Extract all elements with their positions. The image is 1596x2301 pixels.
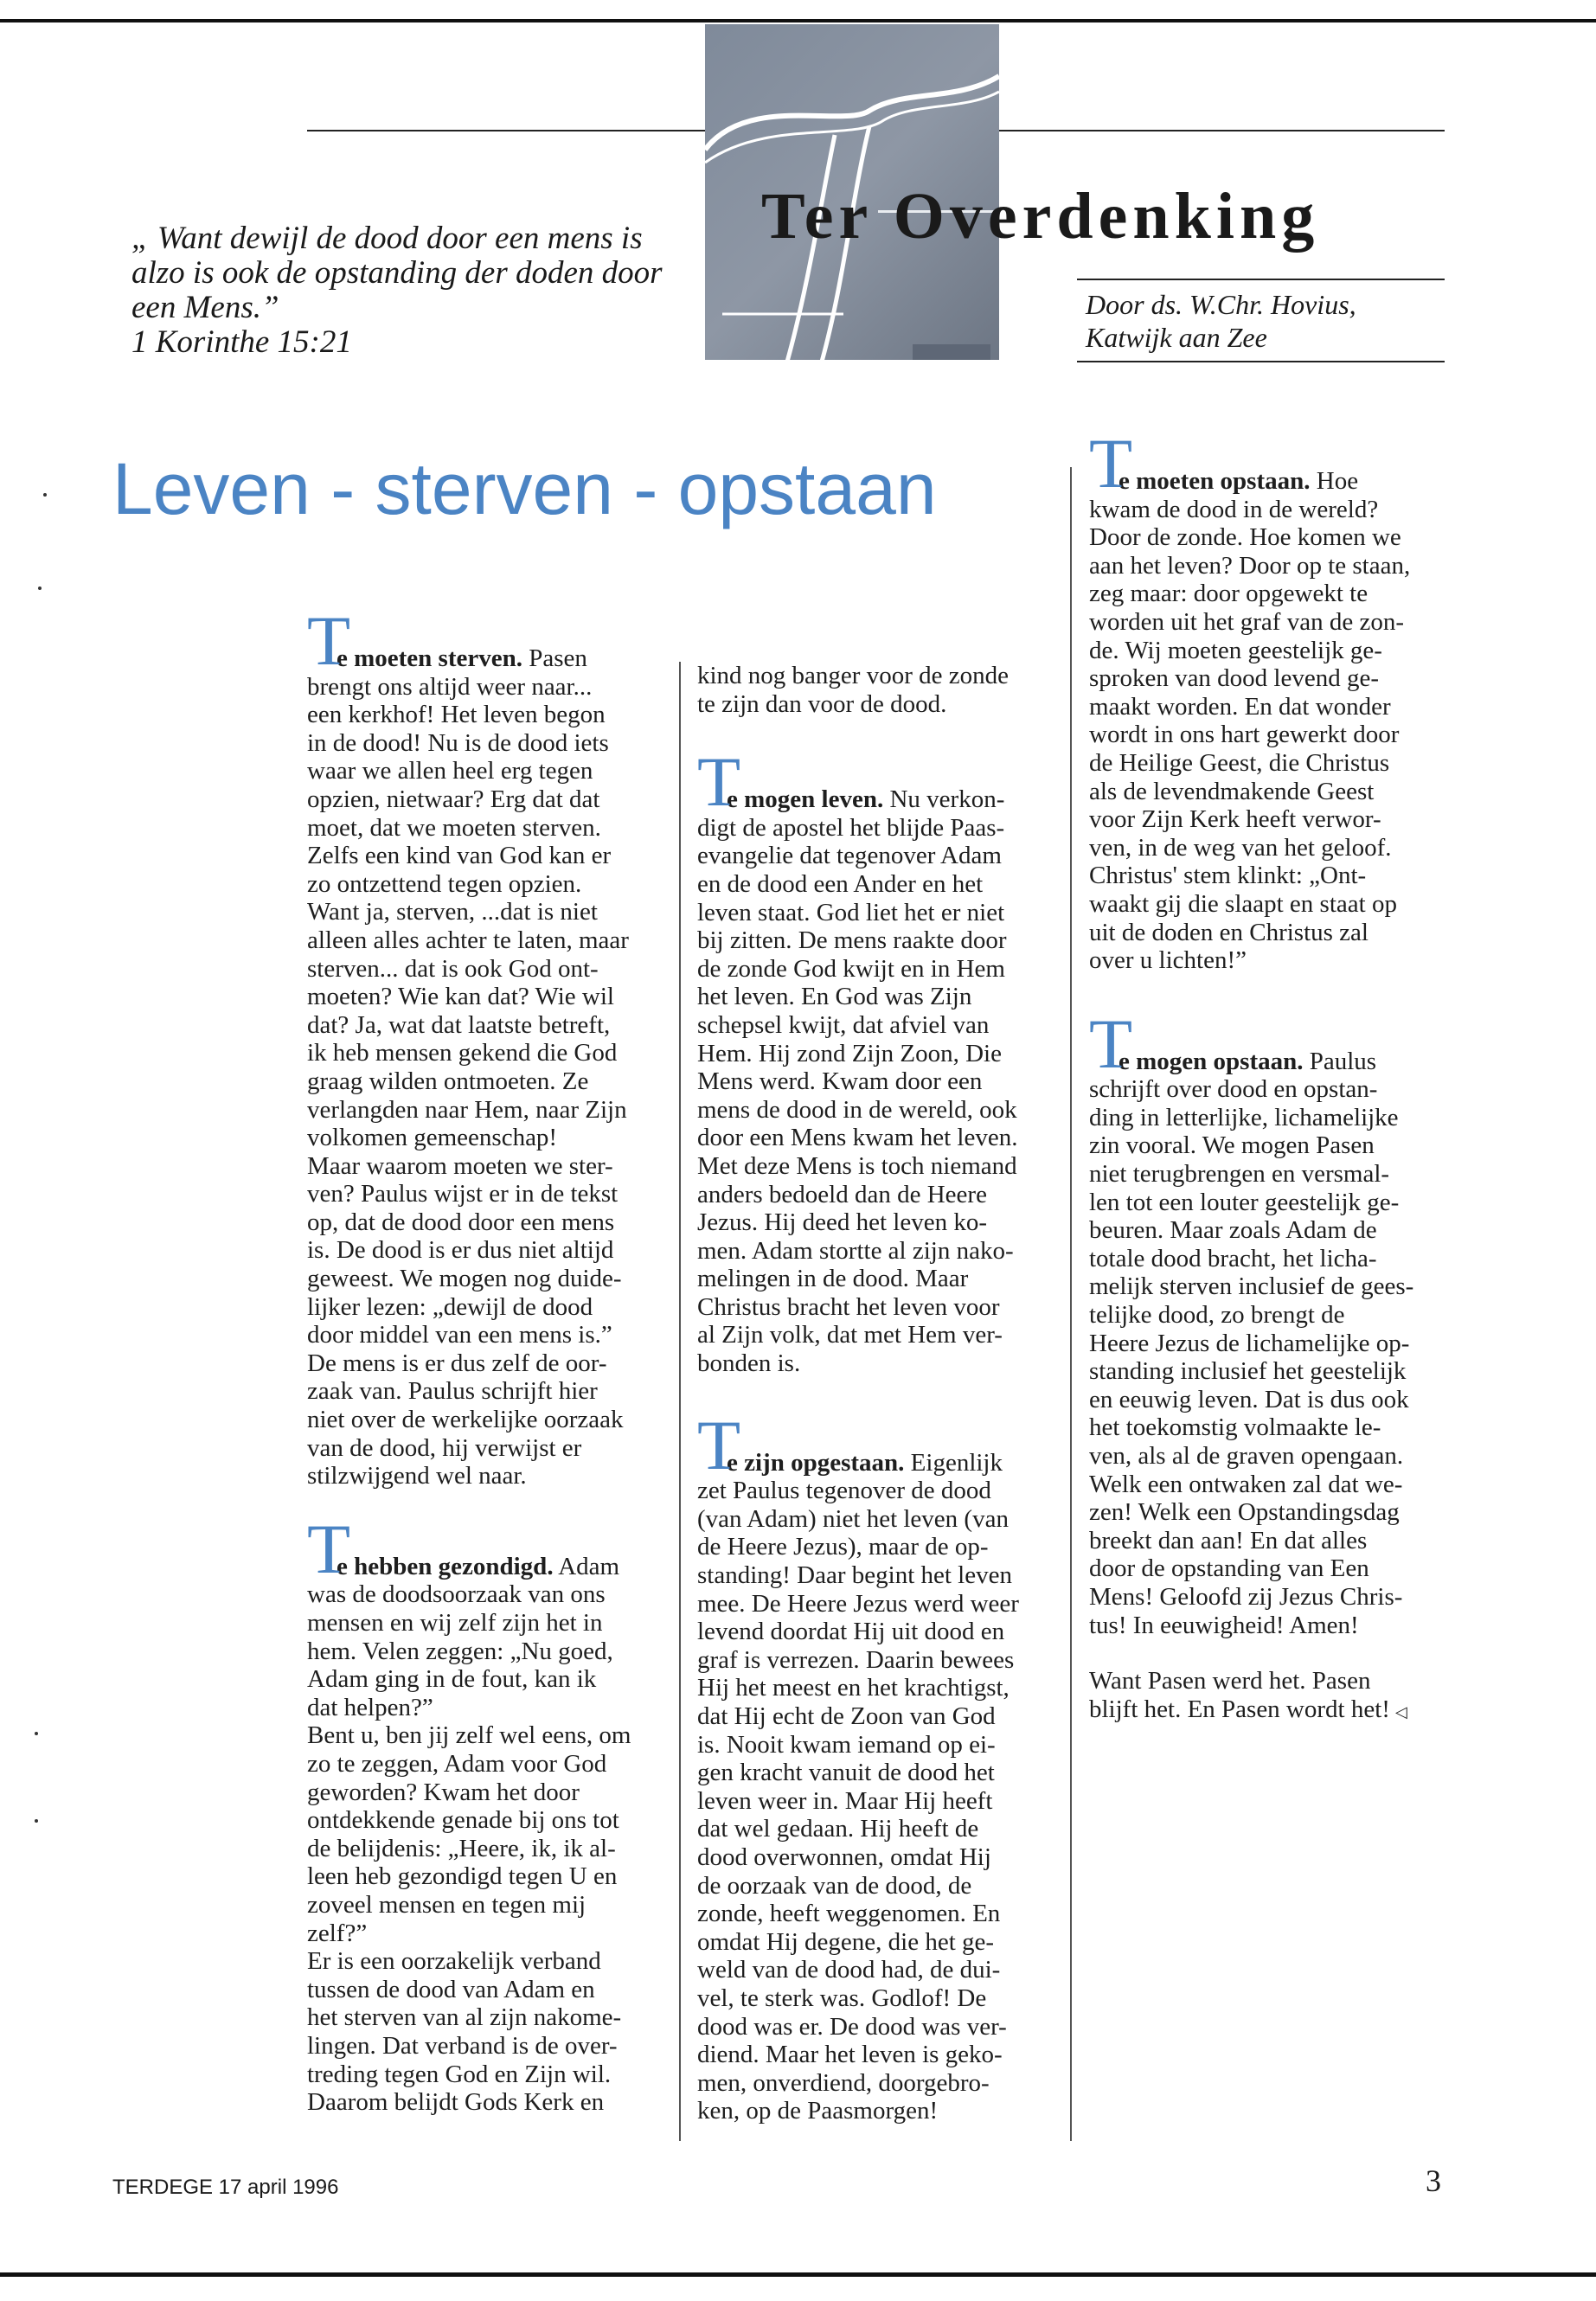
text-line: melijk sterven inclusief de gees-: [1089, 1272, 1414, 1301]
text-line: worden uit het graf van de zon-: [1089, 607, 1404, 636]
end-mark-icon: ◁: [1394, 1702, 1407, 1721]
text-line: Want ja, sterven, ...dat is niet: [307, 898, 598, 926]
text-line: de. Wij moeten geestelijk ge-: [1089, 636, 1382, 664]
initial-letter: T: [697, 1405, 741, 1484]
text-line: al Zijn volk, dat met Hem ver-: [697, 1321, 1003, 1349]
text-line: graf is verrezen. Daarin bewees: [697, 1645, 1015, 1674]
text-line: moeten? Wie kan dat? Wie wil: [307, 983, 614, 1011]
text-line: telijke dood, zo brengt de: [1089, 1301, 1345, 1330]
text-line: dood was er. De dood was ver-: [697, 2012, 1007, 2041]
text-line: op, dat de dood door een mens: [307, 1208, 615, 1236]
section-lead-rest: Eigenlijk: [904, 1448, 1003, 1477]
text-line: dat Hij echt de Zoon van God: [697, 1702, 996, 1730]
text-line: zet Paulus tegenover de dood: [697, 1477, 991, 1505]
text-line: ding in letterlijke, lichamelijke: [1089, 1103, 1399, 1131]
text-line: Hij het meest en het krachtigst,: [697, 1674, 1010, 1702]
text-line: zelf?”: [307, 1919, 368, 1947]
quote-line: een Mens.”: [131, 290, 279, 325]
text-line: Want Pasen werd het. Pasen: [1089, 1667, 1371, 1695]
section-body: [307, 1580, 631, 2116]
text-line: Welk een ontwaken zal dat we-: [1089, 1470, 1403, 1498]
text-line: niet over de werkelijke oorzaak: [307, 1406, 624, 1434]
text-line: Zelfs een kind van God kan er: [307, 842, 612, 870]
text-line: schrijft over dood en opstan-: [1089, 1075, 1378, 1104]
section-head: [1089, 424, 1413, 503]
section-head: [1089, 1003, 1413, 1083]
text-line: hem. Velen zeggen: „Nu goed,: [307, 1637, 613, 1665]
epigraph-quote: [131, 221, 685, 360]
text-line: graag wilden ontmoeten. Ze: [307, 1067, 589, 1095]
text-line: over u lichten!”: [1089, 946, 1247, 975]
section-lead-rest: Paulus: [1303, 1047, 1377, 1075]
text-line: Mens! Geloofd zij Jezus Chris-: [1089, 1582, 1403, 1611]
text-line: Hem. Hij zond Zijn Zoon, Die: [697, 1039, 1002, 1067]
section-lead: e moeten sterven.: [337, 644, 522, 672]
text-line: mens de dood in de wereld, ook: [697, 1095, 1017, 1124]
text-line: stilzwijgend wel naar.: [307, 1462, 527, 1490]
text-line: Bent u, ben jij zelf wel eens, om: [307, 1721, 631, 1750]
section-lead-rest: Hoe: [1310, 467, 1359, 495]
text-line: De mens is er dus zelf de oor-: [307, 1349, 607, 1377]
text-line: beuren. Maar zoals Adam de: [1089, 1216, 1377, 1245]
text-line: waar we allen heel erg tegen: [307, 757, 593, 785]
text-line: wordt in ons hart gewerkt door: [1089, 721, 1400, 749]
section-body: [697, 814, 1019, 1378]
text-line: men. Adam stortte al zijn nako-: [697, 1236, 1014, 1265]
text-line: anders bedoeld dan de Heere: [697, 1180, 987, 1208]
section-lead-rest: Adam: [553, 1552, 620, 1580]
initial-letter: T: [1089, 1003, 1133, 1083]
text-line: verlangden naar Hem, naar Zijn: [307, 1095, 627, 1124]
text-line: maakt worden. En dat wonder: [1089, 692, 1391, 721]
text-line: (van Adam) niet het leven (van: [697, 1504, 1009, 1533]
closing-text: blijft het. En Pasen wordt het!: [1089, 1695, 1390, 1723]
article-column-1: [307, 601, 631, 2117]
text-line: zo te zeggen, Adam voor God: [307, 1749, 607, 1778]
text-line: treding tegen God en Zijn wil.: [307, 2060, 612, 2088]
section-head: [697, 742, 1019, 822]
text-line: als de levendmakende Geest: [1089, 777, 1375, 805]
text-line: standing inclusief het geestelijk: [1089, 1357, 1407, 1386]
text-line: waakt gij die slaapt en staat op: [1089, 889, 1397, 918]
text-line: geweest. We mogen nog duide-: [307, 1265, 622, 1293]
section-head: [307, 1509, 631, 1588]
text-line: sterven... dat is ook God ont-: [307, 954, 599, 983]
text-line: volkomen gemeenschap!: [307, 1124, 558, 1152]
text-line: totale dood bracht, het licha-: [1089, 1244, 1377, 1272]
text-line: het leven. En God was Zijn: [697, 983, 972, 1011]
quote-line: „ Want dewijl de dood door een mens is: [131, 221, 643, 256]
section-lead: e moeten opstaan.: [1118, 467, 1311, 495]
section-head: [307, 601, 631, 680]
text-line: breekt dan aan! En dat alles: [1089, 1526, 1368, 1554]
text-line: kwam de dood in de wereld?: [1089, 495, 1379, 523]
section-lead-rest: Pasen: [522, 644, 587, 672]
text-line: [1089, 1695, 1413, 1727]
text-line: van de dood, hij verwijst er: [307, 1433, 582, 1462]
text-line: en eeuwig leven. Dat is dus ook: [1089, 1385, 1409, 1413]
column-divider-2: [1070, 467, 1072, 2141]
text-line: en de dood een Ander en het: [697, 869, 984, 898]
masthead-rule-right: [999, 130, 1445, 131]
text-line: ven, in de weg van het geloof.: [1089, 833, 1392, 862]
section-lead: e mogen leven.: [727, 785, 884, 814]
continuation-text: [697, 662, 1019, 718]
section-title: Ter Overdenking: [761, 180, 1320, 253]
text-line: len tot een louter geestelijk ge-: [1089, 1188, 1400, 1216]
text-line: mensen en wij zelf zijn het in: [307, 1609, 603, 1637]
text-line: zeg maar: door opgewekt te: [1089, 580, 1368, 608]
section-lead: e zijn opgestaan.: [727, 1448, 905, 1477]
text-line: de belijdenis: „Heere, ik, ik al-: [307, 1834, 616, 1862]
text-line: zaak van. Paulus schrijft hier: [307, 1377, 598, 1406]
text-line: zin vooral. We mogen Pasen: [1089, 1131, 1375, 1160]
text-line: Christus bracht het leven voor: [697, 1292, 1000, 1321]
initial-letter: T: [697, 742, 741, 822]
text-line: Met deze Mens is toch niemand: [697, 1151, 1017, 1180]
text-line: is. Nooit kwam iemand op ei-: [697, 1730, 996, 1759]
section-lead: e hebben gezondigd.: [337, 1552, 554, 1580]
text-line: standing! Daar begint het leven: [697, 1561, 1012, 1590]
text-line: lingen. Dat verband is de over-: [307, 2031, 618, 2060]
text-line: tussen de dood van Adam en: [307, 1975, 595, 2003]
page-top-rule: [0, 19, 1596, 22]
text-line: Jezus. Hij deed het leven ko-: [697, 1208, 988, 1237]
text-line: de zonde God kwijt en in Hem: [697, 954, 1005, 983]
text-line: melingen in de dood. Maar: [697, 1265, 969, 1293]
column-divider-1: [679, 662, 681, 2141]
text-line: bonden is.: [697, 1349, 801, 1378]
text-line: levend doordat Hij uit dood en: [697, 1618, 1005, 1646]
text-line: aan het leven? Door op te staan,: [1089, 551, 1411, 580]
section-lead-rest: Nu verkon-: [883, 785, 1005, 814]
text-line: Adam ging in de fout, kan ik: [307, 1665, 597, 1694]
text-line: dood overwonnen, omdat Hij: [697, 1843, 991, 1871]
text-line: dat helpen?”: [307, 1693, 433, 1721]
text-line: door middel van een mens is.”: [307, 1321, 612, 1349]
text-line: leven staat. God liet het er niet: [697, 898, 1005, 926]
text-line: niet terugbrengen en versmal-: [1089, 1160, 1390, 1189]
text-line: opzien, nietwaar? Erg dat dat: [307, 785, 600, 813]
text-line: bij zitten. De mens raakte door: [697, 926, 1007, 955]
text-line: ik heb mensen gekend die God: [307, 1039, 618, 1067]
text-line: door een Mens kwam het leven.: [697, 1124, 1018, 1152]
text-line: ven, als al de graven opengaan.: [1089, 1442, 1404, 1470]
text-line: een kerkhof! Het leven begon: [307, 701, 606, 729]
text-line: Maar waarom moeten we ster-: [307, 1151, 613, 1180]
section-lead: e mogen opstaan.: [1118, 1047, 1304, 1075]
byline-rule-top: [1077, 279, 1445, 280]
text-line: mee. De Heere Jezus werd weer: [697, 1589, 1019, 1618]
text-line: leven weer in. Maar Hij heeft: [697, 1786, 993, 1815]
text-line: dat? Ja, wat dat laatste betreft,: [307, 1010, 611, 1039]
text-line: door de opstanding van Een: [1089, 1554, 1369, 1583]
scan-artifact: [35, 1819, 38, 1823]
byline-author: Door ds. W.Chr. Hovius,: [1086, 289, 1356, 320]
text-line: de oorzaak van de dood, de: [697, 1871, 972, 1900]
byline: [1086, 288, 1356, 354]
text-line: digt de apostel het blijde Paas-: [697, 813, 1005, 842]
text-line: schepsel kwijt, dat afviel van: [697, 1010, 990, 1039]
text-line: ven? Paulus wijst er in de tekst: [307, 1180, 619, 1208]
initial-letter: T: [1089, 424, 1133, 503]
section-body: [1089, 1075, 1413, 1639]
text-line: lijker lezen: „dewijl de dood: [307, 1292, 593, 1321]
text-line: zo ontzettend tegen opzien.: [307, 869, 582, 898]
text-line: in de dood! Nu is de dood iets: [307, 728, 609, 757]
byline-rule-bottom: [1077, 361, 1445, 362]
text-line: uit de doden en Christus zal: [1089, 918, 1368, 946]
text-line: moet, dat we moeten sterven.: [307, 813, 601, 842]
text-line: Mens werd. Kwam door een: [697, 1067, 983, 1096]
text-line: ontdekkende genade bij ons tot: [307, 1806, 619, 1835]
text-line: zonde, heeft weggenomen. En: [697, 1900, 1001, 1928]
text-line: Door de zonde. Hoe komen we: [1089, 523, 1401, 552]
scan-artifact: [43, 493, 47, 497]
text-line: voor Zijn Kerk heeft verwor-: [1089, 805, 1381, 834]
text-line: zoveel mensen en tegen mij: [307, 1890, 586, 1919]
text-line: omdat Hij degene, die het ge-: [697, 1927, 995, 1956]
text-line: Daarom belijdt Gods Kerk en: [307, 2088, 605, 2117]
byline-location: Katwijk aan Zee: [1086, 322, 1267, 353]
text-line: tus! In eeuwigheid! Amen!: [1089, 1611, 1359, 1639]
scan-artifact: [35, 1732, 38, 1735]
text-line: de Heere Jezus), maar de op-: [697, 1533, 989, 1561]
text-line: de Heilige Geest, die Christus: [1089, 748, 1390, 777]
text-line: Christus' stem klinkt: „Ont-: [1089, 862, 1367, 890]
text-line: alleen alles achter te laten, maar: [307, 926, 629, 954]
text-line: brengt ons altijd weer naar...: [307, 672, 593, 701]
article-column-2: [697, 662, 1019, 2125]
text-line: leen heb gezondigd tegen U en: [307, 1862, 618, 1891]
text-line: zen! Welk een Opstandingsdag: [1089, 1498, 1400, 1527]
text-line: was de doodsoorzaak van ons: [307, 1580, 606, 1609]
text-line: te zijn dan voor de dood.: [697, 689, 947, 718]
text-line: geworden? Kwam het door: [307, 1778, 580, 1806]
text-line: vel, te sterk was. Godlof! De: [697, 1984, 987, 2012]
text-line: Heere Jezus de lichamelijke op-: [1089, 1329, 1410, 1357]
masthead-rule-left: [307, 130, 705, 131]
initial-letter: T: [307, 1509, 351, 1588]
text-line: het toekomstig volmaakte le-: [1089, 1413, 1381, 1442]
text-line: evangelie dat tegenover Adam: [697, 842, 1002, 870]
page-bottom-rule: [0, 2272, 1596, 2277]
text-line: diend. Maar het leven is geko-: [697, 2041, 1003, 2069]
initial-letter: T: [307, 601, 351, 680]
text-line: is. De dood is er dus niet altijd: [307, 1236, 614, 1265]
text-line: weld van de dood had, de dui-: [697, 1956, 1001, 1984]
article-column-3: [1089, 424, 1414, 1726]
text-line: kind nog banger voor de zonde: [697, 662, 1009, 689]
section-head: [697, 1405, 1019, 1484]
page-number: 3: [1426, 2163, 1441, 2198]
text-line: dat wel gedaan. Hij heeft de: [697, 1815, 979, 1843]
section-body: [1089, 496, 1413, 975]
text-line: ken, op de Paasmorgen!: [697, 2097, 939, 2125]
text-line: men, onverdiend, doorgebro-: [697, 2068, 990, 2097]
article-headline: Leven - sterven - opstaan: [112, 448, 937, 529]
logo-dark-bar: [913, 344, 990, 360]
closing-paragraph: [1089, 1667, 1413, 1726]
section-body: [307, 673, 631, 1490]
quote-line: alzo is ook de opstanding der doden door: [131, 255, 663, 291]
text-line: sproken van dood levend ge-: [1089, 664, 1380, 693]
scan-artifact: [38, 586, 42, 590]
text-line: het sterven van al zijn nakome-: [307, 2003, 622, 2032]
text-line: gen kracht vanuit de dood het: [697, 1759, 995, 1787]
footer-publication: TERDEGE 17 april 1996: [112, 2176, 339, 2199]
text-line: Er is een oorzakelijk verband: [307, 1947, 601, 1976]
quote-reference: 1 Korinthe 15:21: [131, 324, 352, 360]
section-body: [697, 1477, 1019, 2125]
